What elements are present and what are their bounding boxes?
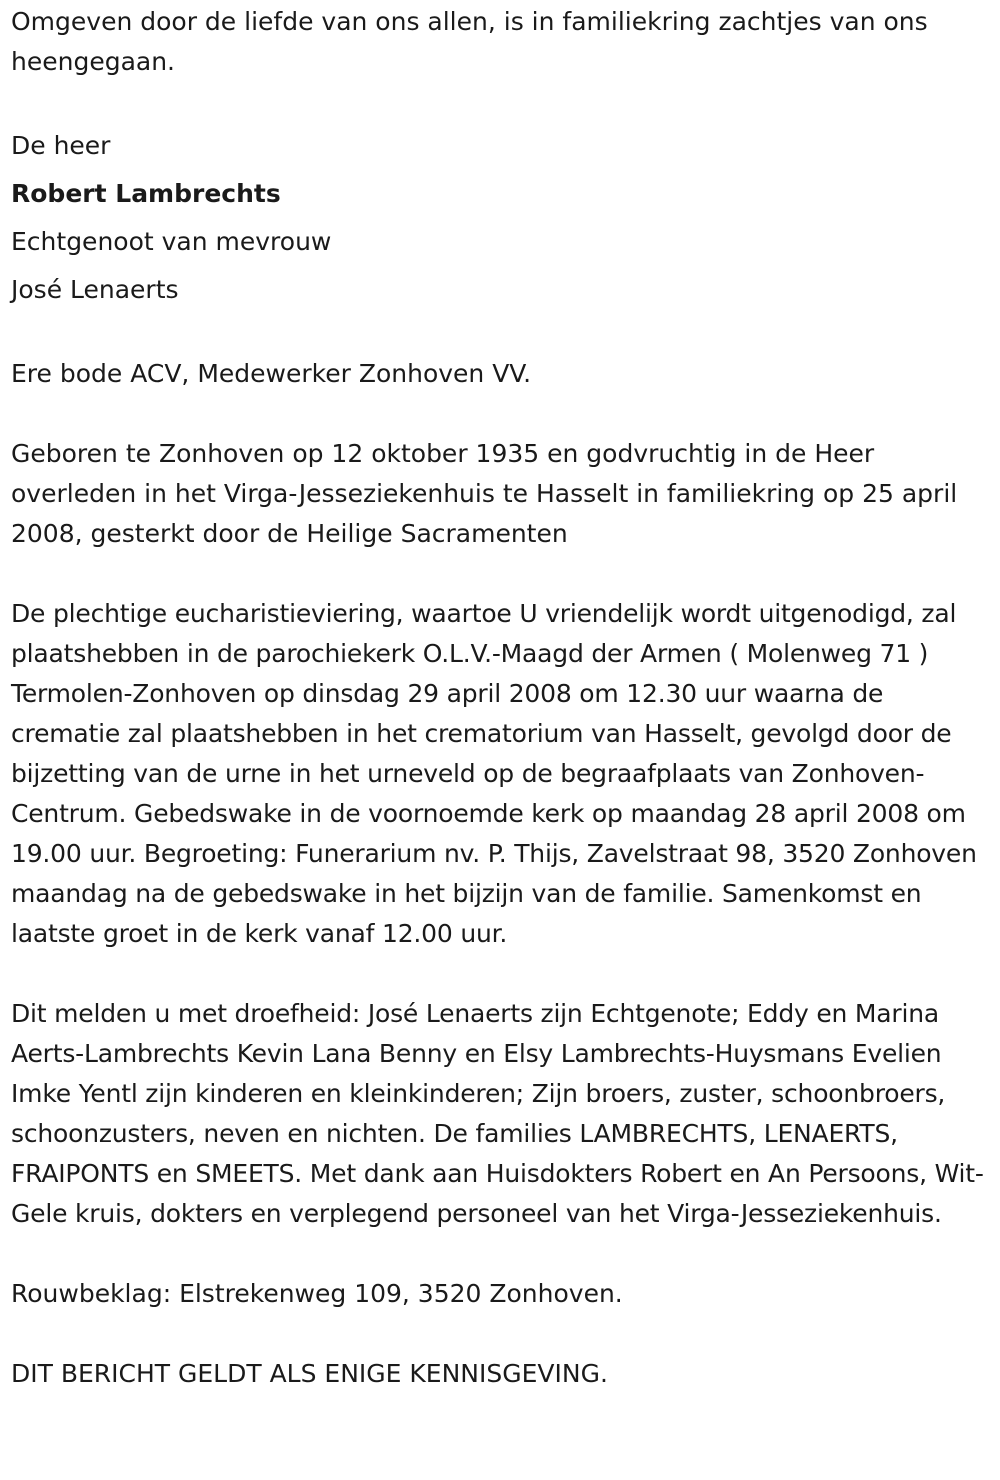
salutation: De heer — [11, 131, 111, 160]
spacer — [11, 394, 996, 434]
intro-paragraph: Omgeven door de liefde van ons allen, is in familiekring zachtjes van ons heengegaan. — [11, 7, 928, 76]
spacer — [11, 954, 996, 994]
spacer — [11, 554, 996, 594]
family-paragraph: Dit melden u met droefheid: José Lenaerts zijn Echtgenote; Eddy en Marina Aerts-Lambrechts Kevin Lana Benny en Elsy Lambrechts-Huysmans Evelien Imke Yentl zijn kinderen en kleinkinderen; Zijn broers, zuster, schoonbroers, schoonzusters, neven en nichten. De families LAMBRECHTS, LENAERTS, FRAIPONTS en SMEETS. Met dank aan Huisdokters Robert en An Persoons, Wit-Gele kruis, dokters en verplegend personeel van het Virga-Jesseziekenhuis. — [11, 999, 984, 1228]
birth-death-paragraph: Geboren te Zonhoven op 12 oktober 1935 en godvruchtig in de Heer overleden in het Virga-Jesseziekenhuis te Hasselt in familiekring op 25 april 2008, gesterkt door de Heilige Sacramenten — [11, 439, 958, 548]
spacer — [11, 1234, 996, 1274]
spouse-label: Echtgenoot van mevrouw — [11, 227, 332, 256]
spacer — [11, 314, 996, 354]
obituary-text — [11, 2, 996, 1394]
spacer — [11, 82, 996, 122]
ceremony-paragraph: De plechtige eucharistieviering, waartoe U vriendelijk wordt uitgenodigd, zal plaatshebben in de parochiekerk O.L.V.-Maagd der Armen ( Molenweg 71 ) Termolen-Zonhoven op dinsdag 29 april 2008 om 12.30 uur waarna de crematie zal plaatshebben in het crematorium van Hasselt, gevolgd door de bijzetting van de urne in het urneveld op de begraafplaats van Zonhoven-Centrum. Gebedswake in de voornoemde kerk op maandag 28 april 2008 om 19.00 uur. Begroeting: Funerarium nv. P. Thijs, Zavelstraat 98, 3520 Zonhoven maandag na de gebedswake in het bijzijn van de familie. Samenkomst en laatste groet in de kerk vanaf 12.00 uur. — [11, 599, 977, 948]
spacer — [11, 1314, 996, 1354]
notice-paragraph: DIT BERICHT GELDT ALS ENIGE KENNISGEVING. — [11, 1359, 608, 1388]
deceased-name: Robert Lambrechts — [11, 179, 281, 208]
condolences-paragraph: Rouwbeklag: Elstrekenweg 109, 3520 Zonhoven. — [11, 1279, 623, 1308]
titles-paragraph: Ere bode ACV, Medewerker Zonhoven VV. — [11, 359, 532, 388]
spouse-name: José Lenaerts — [11, 275, 179, 304]
